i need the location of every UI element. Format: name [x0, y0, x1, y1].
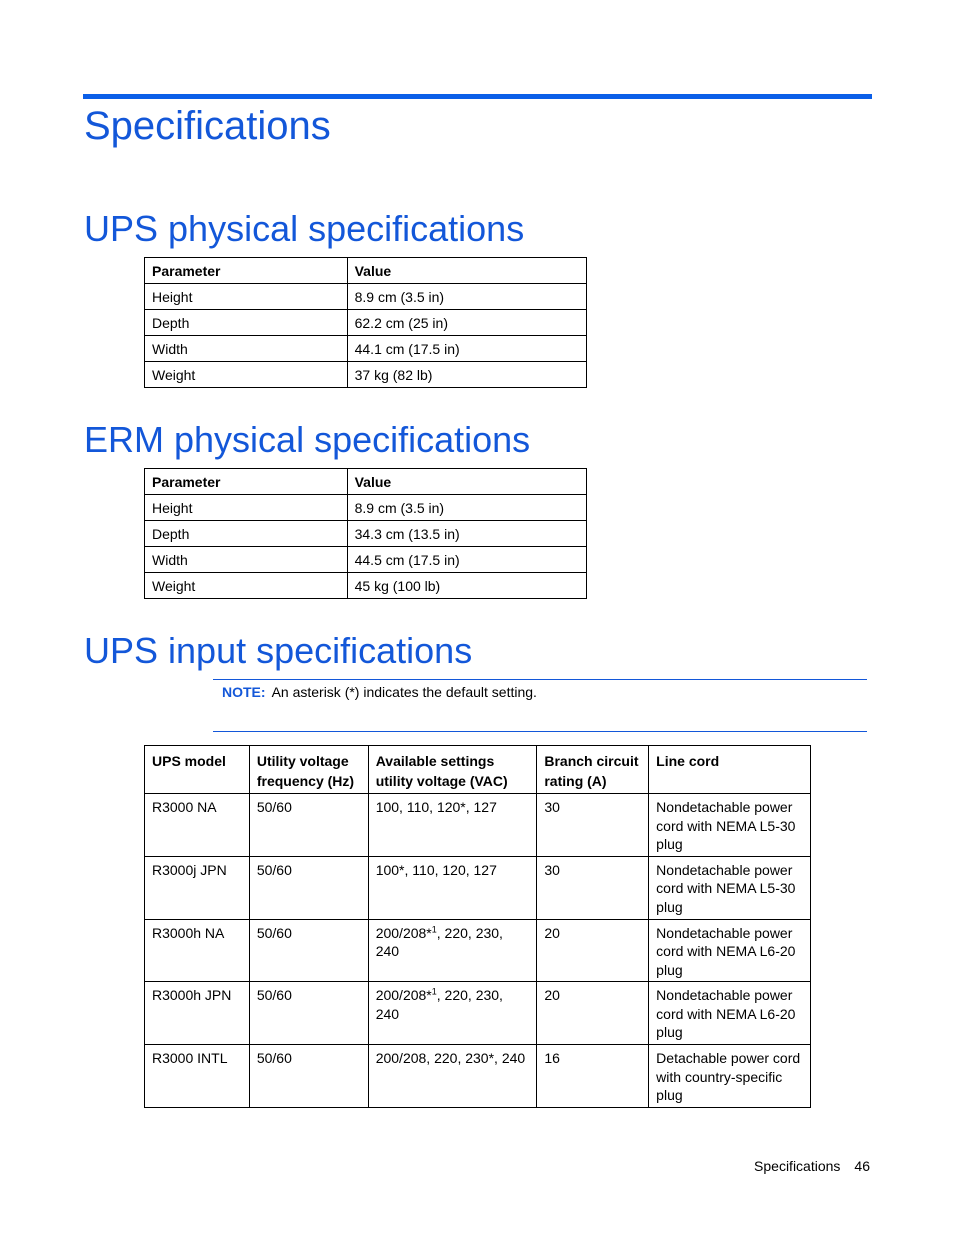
ups-physical-heading: UPS physical specifications [84, 208, 525, 249]
table-cell: R3000 INTL [145, 1045, 250, 1108]
title-rule [83, 94, 872, 99]
table-row [145, 495, 587, 521]
table-cell: Weight [145, 362, 348, 388]
table-cell: Nondetachable power cord with NEMA L6-20 plug [649, 919, 811, 982]
table-header-row [145, 746, 811, 794]
voltage-text: 200/208* [375, 924, 432, 941]
table-cell: R3000 NA [145, 794, 250, 857]
table-row [145, 794, 811, 857]
table-cell: R3000h NA [145, 919, 250, 982]
page-title: Specifications [84, 104, 331, 148]
column-header: Parameter [145, 258, 348, 284]
table-row [145, 521, 587, 547]
column-header: Branch circuit rating (A) [537, 746, 649, 794]
table-cell: Width [145, 547, 348, 573]
table-cell: 62.2 cm (25 in) [347, 310, 586, 336]
voltage-text: 200/208* [375, 987, 432, 1003]
table-cell: R3000h JPN [145, 982, 250, 1045]
table-row [145, 919, 811, 982]
table-row [145, 856, 811, 919]
ups-input-heading: UPS input specifications [84, 630, 473, 671]
column-header: Value [347, 469, 586, 495]
note [222, 684, 537, 700]
table-cell: 20 [537, 982, 649, 1045]
footnote-marker: 1 [431, 923, 437, 934]
table-cell: R3000j JPN [145, 856, 250, 919]
column-header: Line cord [649, 746, 811, 794]
voltage-text: 100, 110, 120*, 127 [375, 799, 497, 815]
table-cell: Height [145, 495, 348, 521]
table-header-row [145, 469, 587, 495]
table-cell: Width [145, 336, 348, 362]
column-header: Parameter [145, 469, 348, 495]
table-cell: 50/60 [249, 982, 368, 1045]
table-cell: 8.9 cm (3.5 in) [347, 495, 586, 521]
table-cell: Depth [145, 521, 348, 547]
column-header: Value [347, 258, 586, 284]
note-label: NOTE: [222, 684, 266, 700]
table-cell: 34.3 cm (13.5 in) [347, 521, 586, 547]
table-cell: Nondetachable power cord with NEMA L6-20 plug [649, 982, 811, 1045]
table-cell: 37 kg (82 lb) [347, 362, 586, 388]
table-cell: 8.9 cm (3.5 in) [347, 284, 586, 310]
table-cell [368, 856, 537, 919]
table-cell: Height [145, 284, 348, 310]
ups-input-table [144, 745, 811, 1108]
table-row [145, 284, 587, 310]
table-cell: Depth [145, 310, 348, 336]
table-cell [368, 1045, 537, 1108]
table-row [145, 310, 587, 336]
table-header-row [145, 258, 587, 284]
table-cell: 30 [537, 856, 649, 919]
table-cell: Nondetachable power cord with NEMA L5-30 plug [649, 856, 811, 919]
table-cell: 44.1 cm (17.5 in) [347, 336, 586, 362]
erm-physical-heading: ERM physical specifications [84, 419, 531, 460]
voltage-text: 100*, 110, 120, 127 [375, 861, 497, 878]
table-cell: 50/60 [249, 919, 368, 982]
table-cell: 45 kg (100 lb) [347, 573, 586, 599]
ups-physical-table [144, 257, 587, 388]
table-cell: 44.5 cm (17.5 in) [347, 547, 586, 573]
table-row [145, 362, 587, 388]
note-bottom-rule [213, 731, 867, 732]
footer-section: Specifications [754, 1158, 841, 1174]
note-top-rule [213, 679, 867, 680]
table-cell: 50/60 [249, 1045, 368, 1108]
table-cell [368, 919, 537, 982]
table-cell [368, 982, 537, 1045]
column-header: Utility voltage frequency (Hz) [249, 746, 368, 794]
table-row [145, 982, 811, 1045]
table-row [145, 1045, 811, 1108]
table-row [145, 573, 587, 599]
table-cell: 50/60 [249, 856, 368, 919]
table-cell: 16 [537, 1045, 649, 1108]
table-cell: 20 [537, 919, 649, 982]
voltage-text-rest: , 220, 230, 240 [375, 924, 503, 959]
column-header: UPS model [145, 746, 250, 794]
table-cell: Detachable power cord with country-specific plug [649, 1045, 811, 1108]
footnote-marker: 1 [431, 986, 437, 997]
table-row [145, 547, 587, 573]
page-footer [754, 1158, 870, 1174]
voltage-text: 200/208, 220, 230*, 240 [375, 1050, 526, 1066]
table-cell: Nondetachable power cord with NEMA L5-30 plug [649, 794, 811, 857]
erm-physical-table [144, 468, 587, 599]
table-row [145, 336, 587, 362]
note-text: An asterisk (*) indicates the default setting. [271, 684, 537, 700]
table-cell: Weight [145, 573, 348, 599]
page-number: 46 [854, 1158, 870, 1174]
table-cell [368, 794, 537, 857]
voltage-text-rest: , 220, 230, 240 [375, 987, 503, 1022]
column-header: Available settings utility voltage (VAC) [368, 746, 537, 794]
table-cell: 30 [537, 794, 649, 857]
table-cell: 50/60 [249, 794, 368, 857]
